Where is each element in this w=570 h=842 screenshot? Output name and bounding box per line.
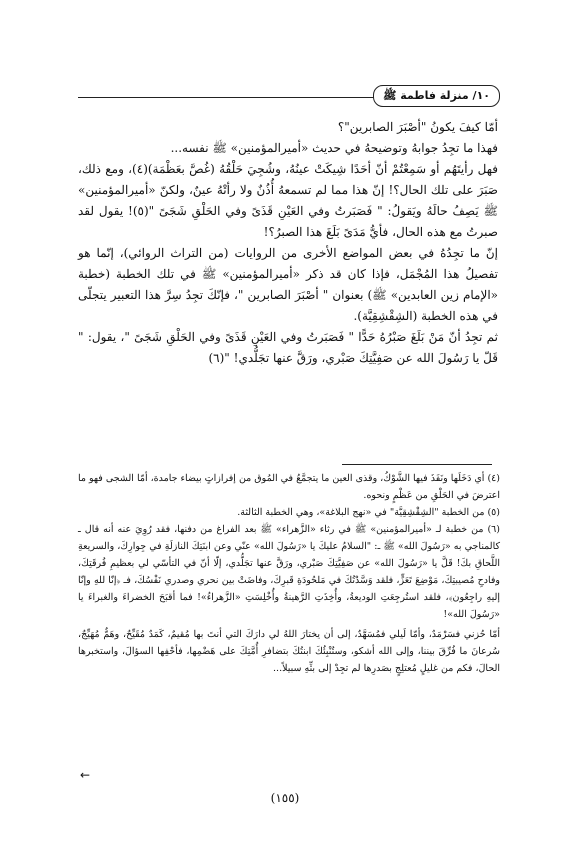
page-number: (١٥٥): [270, 791, 300, 805]
continuation-arrow-icon: ←: [79, 768, 90, 782]
footnote-separator: [342, 464, 492, 465]
paragraph-2: فهذا ما تجِدُ جوابهُ وتوضيحهُ في حديث «أميرالمؤمنين» ﷺ نفسه...: [170, 141, 498, 155]
main-text: [78, 117, 498, 369]
paragraph-3: فهل رأيتَهُم أو سَمِعْتُمْ أنّ أحَدًا شِيكَتْ عينُهُ، وشُجِيَ حَلْقُهُ (غُصَّ بعَظْمَة)(٤)، ومع ذلك، صَبَرَ على تلك الحال؟! إنّ هذا مما لم تسمعهُ أُذُنٌ ولا رأتْهُ عينٌ، ولكنّ «أميرالمؤمنين» ﷺ يَصِفُ حالَهُ ويَقولُ: " فَصَبَرتُ وفي العَيْنِ قَذَىً وفي الحَلْقِ شَجَىً "(٥)! يقول لقد صبرتُ مع هذه الحال، فأيُّ مَدَىً بَلَغَ هذا الصبرُ؟!: [78, 162, 499, 239]
paragraph-1: أمّا كيفَ يكونُ "أصْبَرَ الصابرين"؟: [337, 120, 498, 134]
footnotes: [78, 470, 500, 677]
paragraph-4: إنّ ما تجِدُهُ في بعض المواضع الأخرى من الروايات (من التراث الروائي)، إنّما هو تفصيلُ هذا المُجْمَل، فإذا كان قد ذكر «أميرالمؤمنين» ﷺ في تلك الخطبة (خطبة «الإمام زين العابدين» ﷺ) بعنوان " أصْبَرَ الصابرين "، فإنّكَ تجِدُ سِرَّ هذا التعبير يتجلّى في هذه الخطبة (الشِقْشِقِيَّة).: [78, 246, 498, 323]
paragraph-5: ثم تجِدُ أنّ مَنْ بَلَغَ صَبْرُهُ حَدًّا " فَصَبَرتُ وفي العَيْنِ قَذَىً وفي الحَلْقِ شَجَىً "، يقول: " قَلّ يا رَسُولَ الله عن صَفِيَّتِكَ صَبْري، ورَقَّ عنها تجَلُّدي! "(٦): [78, 330, 498, 365]
footnote-6: (٦) من خطبة لـ «أميرالمؤمنين» ﷺ في رثاء «الزَّهراء» ﷺ بعد الفراغ من دفنها، فقد رُوِيَ عنه أنه قال ـ كالمناجي به «رَسُولَ الله» ﷺ ـ: "السلامُ عليكَ يا «رَسُولَ الله» عنّي وعن ابنَتِكَ النازلَةِ في جِوارِكَ، والسريعةِ اللَّحاقِ بكَ! قَلَّ يا «رَسُولَ الله» عن صَفِيَّتِكَ صَبْري، ورَقَّ عنها تجَلُّدي، إلّا أنّ في التأسّي لي بعظيمِ فُرقَتِكَ، وفادحِ مُصيبتِكَ، مَوْضِعَ تَعَزٍّ، فلقد وَسَّدْتُكَ في مَلحُودَةِ قَبرِكَ، وفاضَتْ بين نحري وصدري نَفْسُكَ، فـ ﴿إنّا للهِ وإنّا إليهِ راجِعُون﴾، فلقد استُرجِعَتِ الوديعةُ، وأُخِذَتِ الرَّهينةُ وأُخْلِسَتِ «الزَّهراءُ»! فما أقبَحَ الخضراءَ والغبراءَ يا «رَسُولَ الله»!: [78, 524, 500, 620]
running-header: [78, 85, 500, 109]
footnote-5: (٥) من الخطبة "الشِقْشِقِيَّة" في «نهج البلاغة»، وهي الخطبة الثالثة.: [237, 507, 500, 518]
header-title: ١٠/ منزلة فاطمة ﷺ: [373, 85, 500, 107]
footnote-4: (٤) أي دَخَلَها ونَفَذَ فيها الشَّوْكُ، وقذى العين ما يتجمَّعُ في المُوق من إفرازاتٍ بيضاء جامدة، أمّا الشجى فهو ما اعترضَ في الحَلْقِ من عَظْمٍ ونحوه.: [78, 473, 500, 501]
footnote-6-continued: أمّا حُزني فسَرْمَدٌ، وأمّا لَيلي فمُسَهَّدٌ، إلى أن يختارَ اللهُ لي دارَكَ التي أنتَ بها مُقيمٌ، كَمَدٌ مُقَيِّحٌ، وهَمٌّ مُهَيِّجٌ، سُرعانَ ما فُرِّقَ بيننا، وإلى الله أشكو، وستُنْبِئُكَ ابنتُكَ بتضافرِ أُمَّتِكَ على هَضْمِها، فأحْفِها السؤالَ، واستخبرها الحالَ، فكم من غليلٍ مُعتلِجٍ بصَدرِها لم تجِدْ إلى بثِّهِ سبيلاً...: [78, 629, 500, 674]
